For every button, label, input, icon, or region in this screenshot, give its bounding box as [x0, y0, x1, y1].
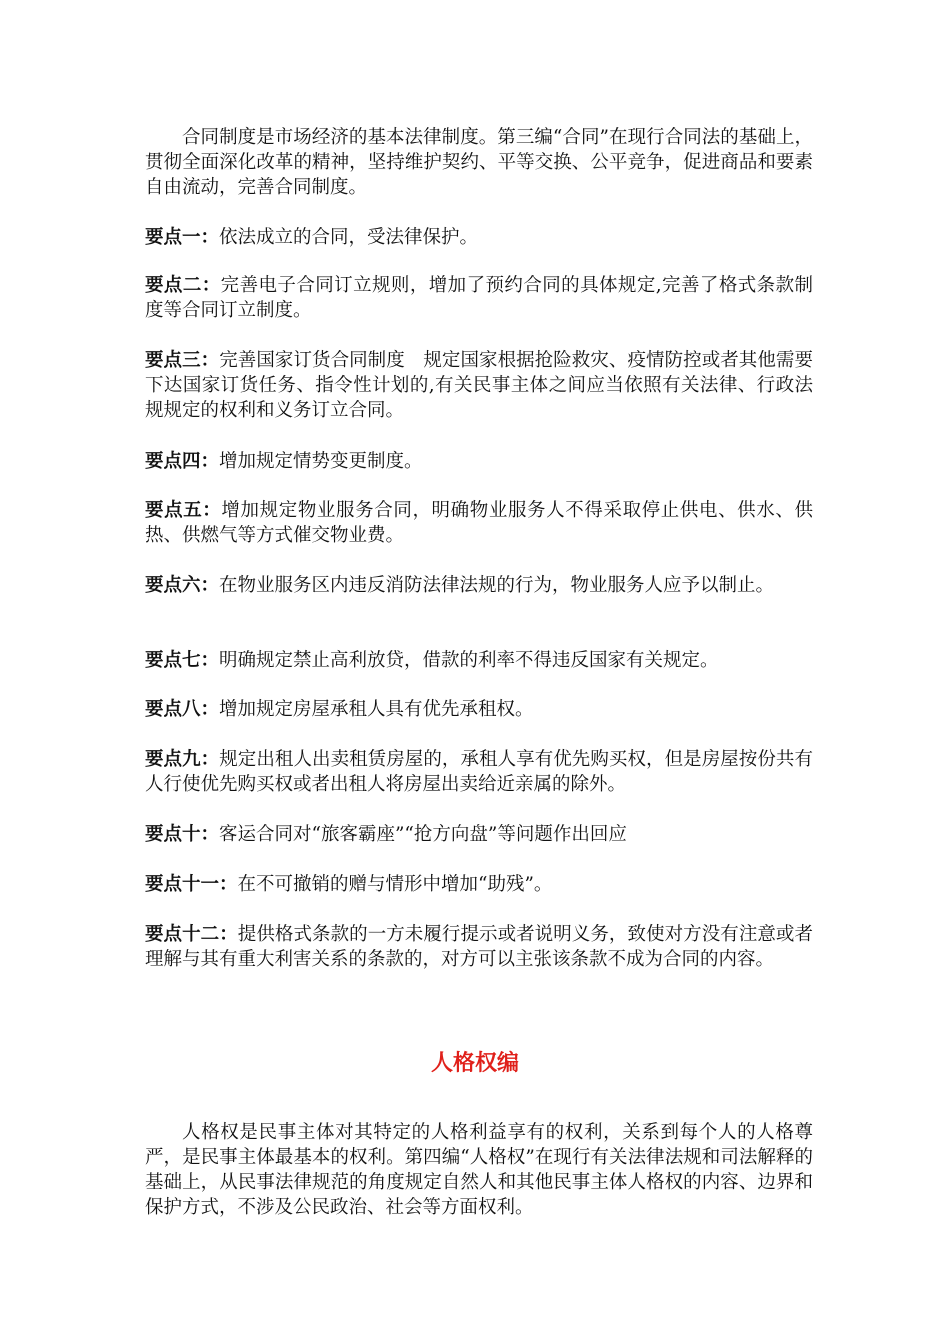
point-label: 要点九： — [145, 749, 220, 770]
point-label: 要点七： — [145, 650, 220, 671]
point-text: 客运合同对“旅客霸座”“抢方向盘”等问题作出回应 — [219, 824, 627, 845]
personality-intro-paragraph: 人格权是民事主体对其特定的人格利益享有的权利，关系到每个人的人格尊严，是民事主体最基本的权利。第四编“人格权”在现行有关法律法规和司法解释的基础上，从民事法律规范的角度规定自然人和其他民事主体人格权的内容、边界和保护方式，不涉及公民政治、社会等方面权利。 — [145, 1122, 813, 1218]
point-label: 要点五： — [145, 500, 222, 521]
point-text: 增加规定物业服务合同，明确物业服务人不得采取停止供电、供水、供热、供燃气等方式催交物业费。 — [145, 500, 813, 546]
point-6 — [145, 573, 813, 598]
point-text: 增加规定房屋承租人具有优先承租权。 — [219, 699, 534, 720]
point-text: 完善国家订货合同制度 规定国家根据抢险救灾、疫情防控或者其他需要下达国家订货任务、指令性计划的,有关民事主体之间应当依照有关法律、行政法规规定的权利和义务订立合同。 — [145, 350, 813, 421]
point-8 — [145, 697, 813, 722]
point-5 — [145, 498, 813, 548]
point-label: 要点十： — [145, 824, 220, 845]
point-1 — [145, 225, 813, 250]
point-text: 在不可撤销的赠与情形中增加“助残”。 — [237, 874, 553, 895]
point-label: 要点十一： — [145, 874, 238, 895]
point-text: 明确规定禁止高利放贷，借款的利率不得违反国家有关规定。 — [219, 650, 719, 671]
contract-intro-paragraph: 合同制度是市场经济的基本法律制度。第三编“合同”在现行合同法的基础上，贯彻全面深化改革的精神，坚持维护契约、平等交换、公平竞争，促进商品和要素自由流动，完善合同制度。 — [145, 127, 813, 198]
point-label: 要点一： — [145, 227, 220, 248]
point-12 — [145, 922, 813, 972]
point-text: 在物业服务区内违反消防法律法规的行为，物业服务人应予以制止。 — [219, 575, 775, 596]
point-4 — [145, 449, 813, 474]
point-text: 依法成立的合同，受法律保护。 — [219, 227, 479, 248]
point-3 — [145, 348, 813, 423]
point-text: 完善电子合同订立规则，增加了预约合同的具体规定,完善了格式条款制度等合同订立制度。 — [145, 275, 813, 321]
point-label: 要点三： — [145, 350, 220, 371]
point-7 — [145, 648, 813, 673]
point-label: 要点十二： — [145, 924, 238, 945]
section-heading: 人格权编 — [430, 1050, 519, 1076]
point-label: 要点四： — [145, 451, 220, 472]
point-label: 要点二： — [145, 275, 221, 296]
point-label: 要点八： — [145, 699, 220, 720]
point-2 — [145, 273, 813, 323]
point-label: 要点六： — [145, 575, 220, 596]
point-text: 提供格式条款的一方未履行提示或者说明义务，致使对方没有注意或者理解与其有重大利害关系的条款的，对方可以主张该条款不成为合同的内容。 — [145, 924, 813, 970]
point-11 — [145, 872, 813, 897]
point-text: 规定出租人出卖租赁房屋的，承租人享有优先购买权，但是房屋按份共有人行使优先购买权或者出租人将房屋出卖给近亲属的除外。 — [145, 749, 813, 795]
point-9 — [145, 747, 813, 797]
point-text: 增加规定情势变更制度。 — [219, 451, 423, 472]
point-10 — [145, 822, 813, 847]
